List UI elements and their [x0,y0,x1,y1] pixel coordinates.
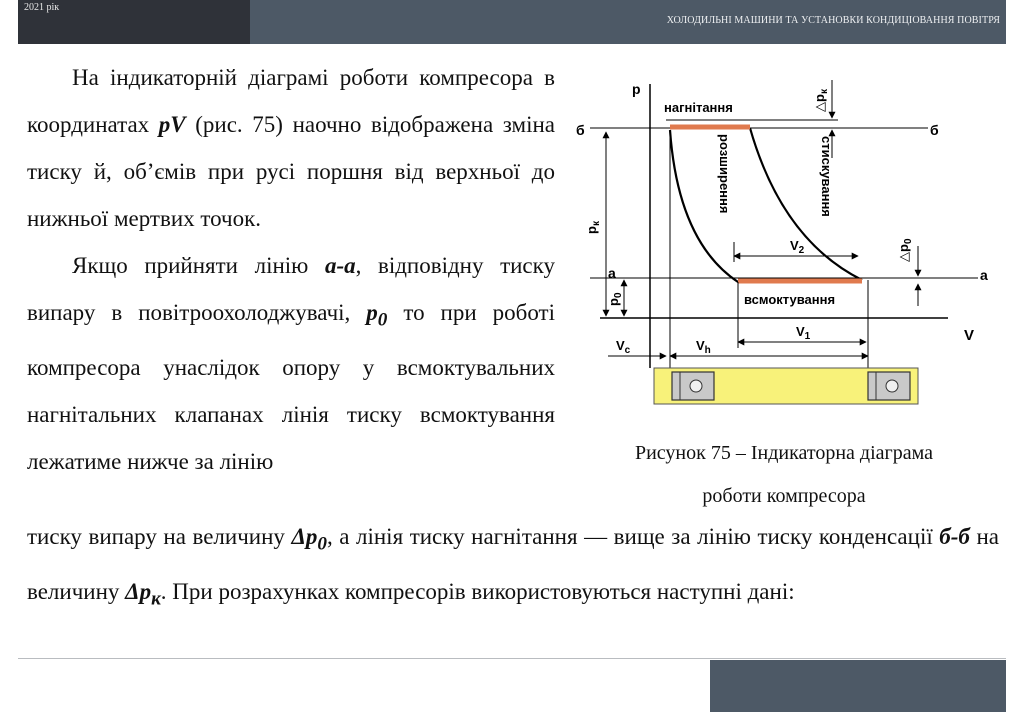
p3-text-1: тиску випару на величину [27,524,292,549]
compression-curve [750,128,862,280]
p3-text-3: на величину [27,524,999,604]
p3-dpk: Δp [125,578,152,604]
label-vc: $V_c$ [616,338,631,356]
text-full-width [27,513,999,622]
label-suction: всмоктування [744,292,836,307]
label-b-right: б [930,122,939,138]
caption-line-1: Рисунок 75 – Індикаторна діаграма [634,442,934,464]
label-pk: $p_к$ [584,221,602,234]
label-v2: $V_2$ [790,238,805,256]
p1-text-2: (рис. 75) наочно відображена зміна тиску й, об’ємів при русі поршня від верхньої до нижньої мертвих точок. [27,112,555,231]
footer-bar [710,660,1006,712]
p2-line-aa: а-а [324,253,356,278]
left-valve-port [690,380,702,392]
header-left-bar [18,0,250,44]
header-year: 2021 рік [24,2,60,13]
p-axis-label: p [632,81,641,97]
caption-line-2: роботи компресора [702,485,866,507]
label-p0: $p_0$ [606,292,624,306]
p3-text-2: , а лінія тиску нагнітання — вище за лінію тиску конденсації [326,524,940,549]
p1-pv: pV [158,112,186,137]
label-a-left: а [608,265,616,281]
paragraph-3 [27,513,999,622]
text-column [27,54,555,485]
p3-dp0-sub: 0 [317,533,327,555]
p2-p0: p [366,300,378,325]
paragraph-1 [27,54,555,242]
p3-dpk-sub: к [151,588,161,610]
v-axis-label: V [964,327,975,344]
label-discharge: нагнітання [664,100,733,115]
label-compression: стискування [819,136,834,217]
figure-caption [578,432,990,518]
p3-dp0: Δp [291,524,318,549]
label-dpk: $\triangle p_к$ [812,89,830,112]
header-right-bar [250,0,1006,44]
p2-text-2: , відповідну тиску випару в повітроохолоджувачі, [27,253,555,325]
label-dp0: $\triangle p_0$ [896,238,914,262]
p2-text-1: Якщо прийняти лінію [72,253,325,278]
label-b-left: б [576,122,585,138]
paragraph-2 [27,242,555,485]
label-expansion: розширення [717,134,732,214]
right-valve-port [886,380,898,392]
p2-text-3: то при роботі компресора унаслідок опору у всмоктувальних нагнітальних клапанах лінія тиску всмоктування лежатиме нижче за лінію [27,300,555,474]
label-vh: $V_h$ [696,338,711,356]
p3-line-bb: б-б [939,524,970,549]
footer-divider [18,658,1006,659]
label-v1: $V_1$ [796,324,811,342]
header-title: ХОЛОДИЛЬНІ МАШИНИ ТА УСТАНОВКИ КОНДИЦІОВАННЯ ПОВІТРЯ [666,15,1000,26]
label-a-right: а [980,267,988,283]
indicator-diagram [568,72,998,412]
p1-text-1: На індикаторній діаграмі роботи компресора в координатах [27,65,555,137]
p3-text-4: . При розрахунках компресорів використовуються наступні дані: [160,578,795,604]
p2-p0-sub: 0 [377,309,388,331]
